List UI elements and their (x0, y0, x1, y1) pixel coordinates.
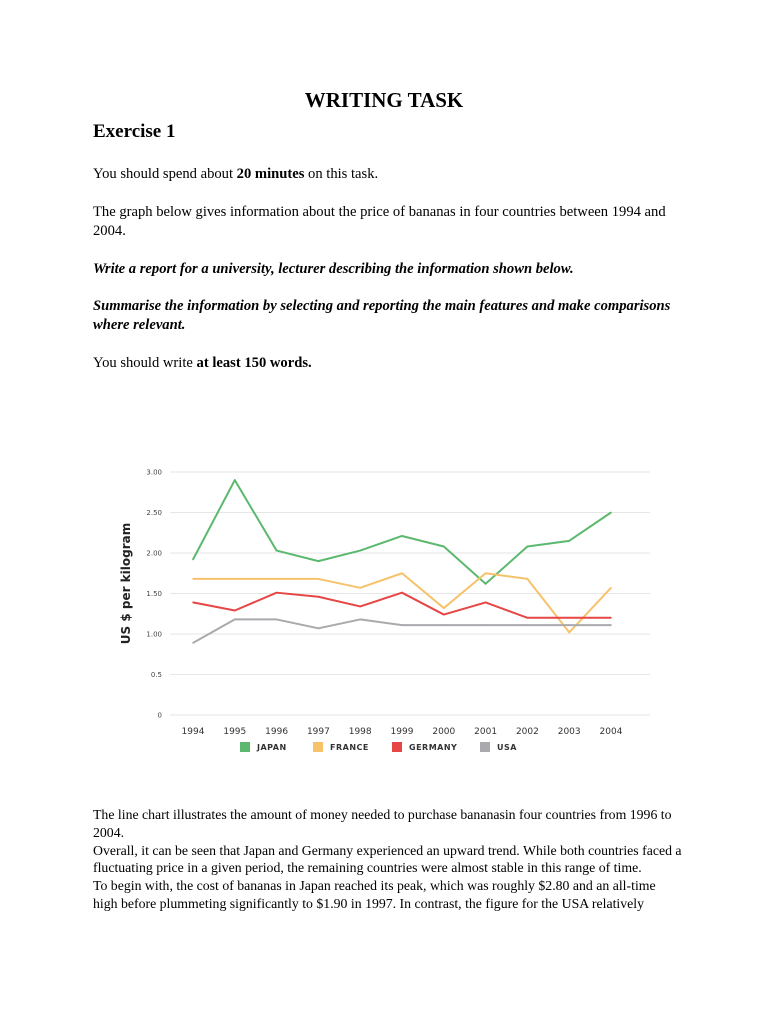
data-point-france (401, 572, 403, 574)
data-point-germany (192, 602, 194, 604)
series-line-usa (193, 619, 611, 642)
line-chart (110, 455, 670, 765)
data-point-usa (359, 619, 361, 621)
task-instruction: Write a report for a university, lecturer describing the information shown below. (93, 261, 574, 277)
word-count-pre: You should write (93, 355, 197, 371)
x-tick-label: 2003 (557, 727, 581, 737)
data-point-france (527, 578, 529, 580)
x-tick-label: 2002 (515, 727, 539, 737)
exercise-heading: Exercise 1 (93, 121, 176, 142)
data-point-france (318, 578, 320, 580)
data-point-japan (401, 535, 403, 537)
y-tick-label: 0 (157, 711, 162, 720)
data-point-japan (276, 550, 278, 552)
data-point-japan (485, 583, 487, 585)
series-line-japan (193, 480, 611, 584)
data-point-germany (234, 610, 236, 612)
legend-swatch-germany (392, 742, 402, 752)
data-point-germany (568, 617, 570, 619)
y-tick-label: 1.00 (146, 630, 162, 639)
data-point-germany (276, 592, 278, 594)
x-tick-label: 1995 (223, 727, 247, 737)
data-point-germany (401, 592, 403, 594)
data-point-japan (443, 546, 445, 548)
data-point-usa (192, 642, 194, 644)
data-point-japan (192, 559, 194, 561)
time-instruction (93, 165, 683, 184)
data-point-france (192, 578, 194, 580)
x-tick-label: 1996 (265, 727, 289, 737)
y-tick-label: 2.00 (146, 549, 162, 558)
y-tick-label: 0.5 (150, 671, 162, 679)
data-point-germany (527, 617, 529, 619)
data-point-usa (527, 624, 529, 626)
data-point-germany (485, 602, 487, 604)
series-line-france (193, 573, 611, 632)
essay-paragraph-2: Overall, it can be seen that Japan and Germany experienced an upward trend. While both countries faced a fluctuating price in a given period, the remaining countries were almost stable in this range of time. (93, 842, 682, 876)
data-point-france (610, 587, 612, 589)
summary-instruction: Summarise the information by selecting and reporting the main features and make comparisons where relevant. (93, 298, 671, 333)
legend-swatch-france (313, 742, 323, 752)
time-instruction-bold: 20 minutes (236, 166, 305, 182)
legend-label-germany: GERMANY (409, 743, 458, 752)
legend-label-france: FRANCE (330, 743, 369, 752)
chart-svg (110, 455, 670, 765)
essay-paragraph-1: The line chart illustrates the amount of money needed to purchase bananasin four countries from 1996 to 2004. (93, 807, 672, 840)
data-point-usa (610, 624, 612, 626)
legend-label-japan: JAPAN (257, 743, 287, 752)
data-point-japan (527, 546, 529, 548)
essay-body (93, 806, 683, 913)
x-tick-label: 2000 (432, 727, 456, 737)
word-count-bold: at least 150 words. (196, 355, 312, 371)
data-point-france (443, 607, 445, 609)
x-tick-label: 1994 (181, 727, 205, 737)
data-point-france (568, 632, 570, 634)
y-tick-label: 2.50 (146, 509, 162, 517)
time-instruction-pre: You should spend about (93, 166, 237, 182)
data-point-japan (359, 550, 361, 552)
data-point-france (234, 578, 236, 580)
data-point-usa (276, 619, 278, 621)
data-point-france (359, 587, 361, 589)
x-tick-label: 1998 (348, 727, 372, 737)
intro-paragraph: The graph below gives information about the price of bananas in four countries between 1994 and 2004. (93, 204, 666, 239)
data-point-usa (234, 619, 236, 621)
legend-swatch-usa (480, 742, 490, 752)
data-point-japan (318, 560, 320, 562)
y-tick-label: 1.50 (146, 590, 162, 598)
data-point-japan (568, 540, 570, 542)
data-point-germany (318, 596, 320, 598)
document-title: WRITING TASK (304, 88, 464, 112)
data-point-usa (318, 628, 320, 630)
x-tick-label: 1999 (390, 727, 414, 737)
essay-paragraph-3: To begin with, the cost of bananas in Japan reached its peak, which was roughly $2.80 and an all-time high before plummeting significantly to $1.90 in 1997. In contrast, the figure for the USA relatively (93, 878, 656, 911)
legend-swatch-japan (240, 742, 250, 752)
data-point-usa (485, 624, 487, 626)
time-instruction-post: on this task. (304, 166, 379, 182)
data-point-usa (401, 624, 403, 626)
data-point-japan (610, 512, 612, 514)
data-point-germany (443, 614, 445, 616)
legend-label-usa: USA (497, 743, 517, 752)
data-point-germany (359, 606, 361, 608)
data-point-france (485, 572, 487, 574)
word-count-instruction (93, 354, 683, 373)
data-point-germany (610, 617, 612, 619)
data-point-japan (234, 479, 236, 481)
y-tick-label: 3.00 (146, 468, 162, 477)
data-point-usa (443, 624, 445, 626)
data-point-france (276, 578, 278, 580)
y-axis-label: US $ per kilogram (119, 522, 133, 645)
data-point-usa (568, 624, 570, 626)
x-tick-label: 2001 (474, 727, 498, 737)
x-tick-label: 1997 (306, 727, 330, 737)
x-tick-label: 2004 (599, 727, 623, 737)
